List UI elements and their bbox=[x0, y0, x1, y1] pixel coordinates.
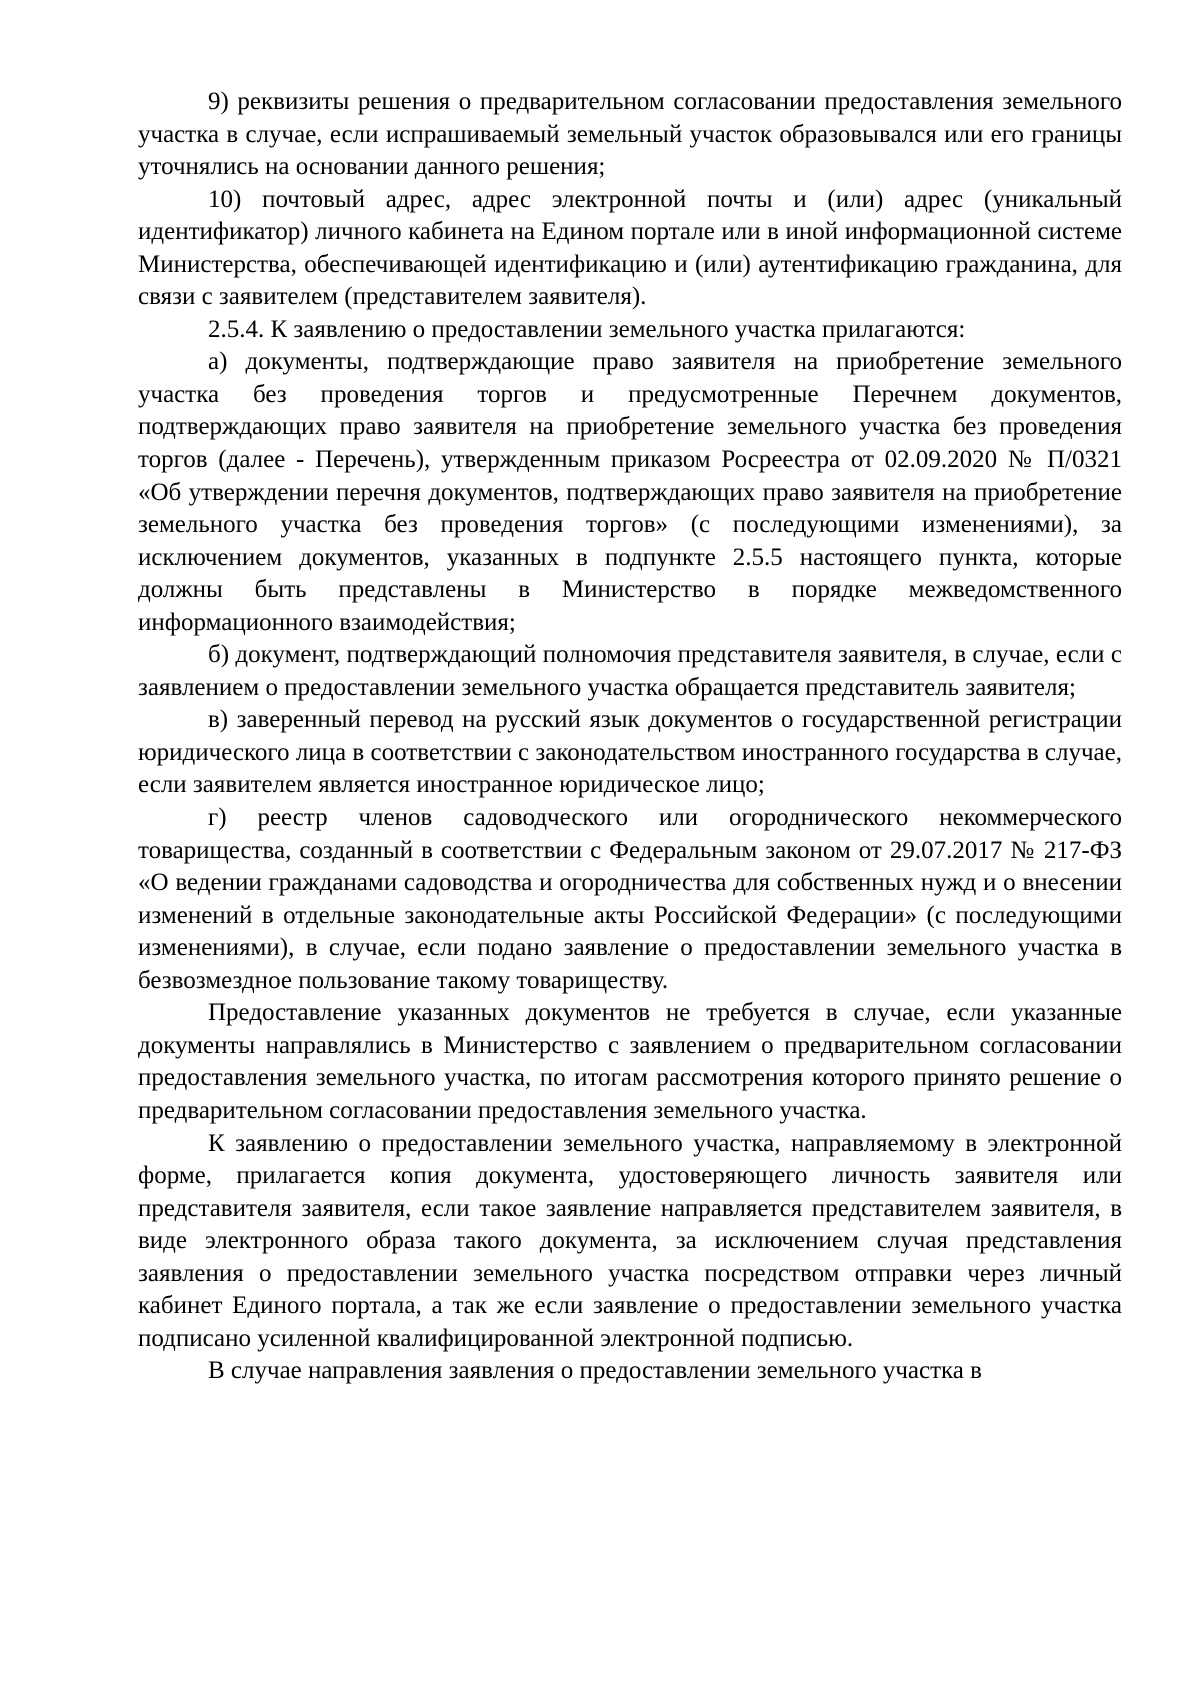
paragraph-electronic-form-copy: К заявлению о предоставлении земельного участка, направляемому в электронной форме, прилагается копия документа, удостоверяющего личность заявителя или представителя заявителя, если такое заявление направляется представителем заявителя, в виде электронного образа такого документа, за исключением случая представления заявления о предоставлении земельного участка посредством отправки через личный кабинет Единого портала, а так же если заявление о предоставлении земельного участка подписано усиленной квалифицированной электронной подписью. bbox=[138, 1129, 1122, 1352]
paragraph-subitem-g: г) реестр членов садоводческого или огороднического некоммерческого товарищества, созданный в соответствии с Федеральным законом от 29.07.2017 № 217-ФЗ «О ведении гражданами садоводства и огородничества для собственных нужд и о внесении изменений в отдельные законодательные акты Российской Федерации» (с последующими изменениями), в случае, если подано заявление о предоставлении земельного участка в безвозмездное пользование такому товариществу. bbox=[138, 804, 1122, 994]
paragraph-2-5-4-heading: 2.5.4. К заявлению о предоставлении земельного участка прилагаются: bbox=[208, 315, 966, 343]
paragraph-item-9-approval-details: 9) реквизиты решения о предварительном согласовании предоставления земельного участка в случае, если испрашиваемый земельный участок образовывался или его границы уточнялись на основании данного решения; bbox=[138, 88, 1122, 181]
document-body bbox=[138, 86, 1122, 1388]
paragraph-subitem-a: а) документы, подтверждающие право заявителя на приобретение земельного участка без проведения торгов и предусмотренные Перечнем документов, подтверждающих право заявителя на приобретение земельного участка без проведения торгов (далее - Перечень), утвержденным приказом Росреестра от 02.09.2020 № П/0321 «Об утверждении перечня документов, подтверждающих право заявителя на приобретение земельного участка без проведения торгов» (с последующими изменениями), за исключением документов, указанных в подпункте 2.5.5 настоящего пункта, которые должны быть представлены в Министерство в порядке межведомственного информационного взаимодействия; bbox=[138, 348, 1122, 636]
paragraph-item-10-contact-address: 10) почтовый адрес, адрес электронной почты и (или) адрес (уникальный идентификатор) личного кабинета на Едином портале или в иной информационной системе Министерства, обеспечивающей идентификацию и (или) аутентификацию гражданина, для связи с заявителем (представителем заявителя). bbox=[138, 185, 1122, 311]
paragraph-documents-not-required: Предоставление указанных документов не требуется в случае, если указанные документы направлялись в Министерство с заявлением о предварительном согласовании предоставления земельного участка, по итогам рассмотрения которого принято решение о предварительном согласовании предоставления земельного участка. bbox=[138, 999, 1122, 1124]
paragraph-subitem-v: в) заверенный перевод на русский язык документов о государственной регистрации юридического лица в соответствии с законодательством иностранного государства в случае, если заявителем является иностранное юридическое лицо; bbox=[138, 706, 1122, 799]
paragraph-subitem-b: б) документ, подтверждающий полномочия представителя заявителя, в случае, если с заявлением о предоставлении земельного участка обращается представитель заявителя; bbox=[138, 641, 1122, 701]
paragraph-continuation: В случае направления заявления о предоставлении земельного участка в bbox=[208, 1357, 982, 1385]
